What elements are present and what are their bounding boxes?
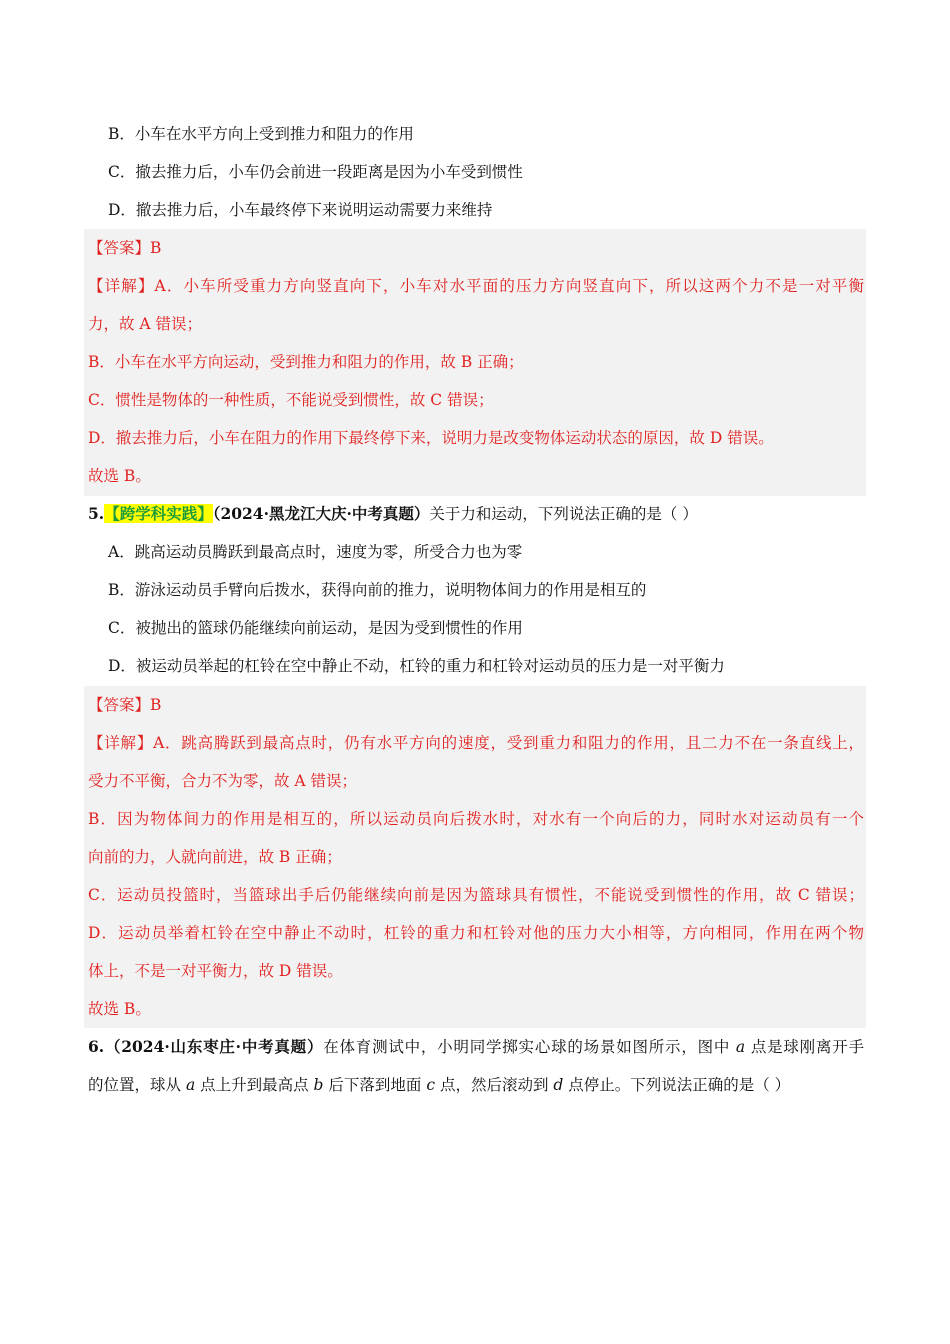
q5-stem-text: 关于力和运动，下列说法正确的是（ ） bbox=[429, 505, 698, 523]
q5-option-a: A．跳高运动员腾跃到最高点时，速度为零，所受合力也为零 bbox=[108, 543, 523, 561]
q4-detail-line-5: D．撤去推力后，小车在阻力的作用下最终停下来，说明力是改变物体运动状态的原因，故 D 错误。 bbox=[88, 429, 774, 447]
q5-detail-text-1: A．跳高腾跃到最高点时，仍有水平方向的速度，受到重力和阻力的作用，且二力不在一条直线上， bbox=[153, 734, 864, 752]
q6-var-a: a bbox=[735, 1038, 746, 1056]
q4-option-d: D．撤去推力后，小车最终停下来说明运动需要力来维持 bbox=[108, 201, 493, 219]
q5-detail-line-7: 体上，不是一对平衡力，故 D 错误。 bbox=[88, 962, 343, 980]
q5-answer: 【答案】B bbox=[88, 696, 162, 714]
q4-detail-line-3: B．小车在水平方向运动，受到推力和阻力的作用，故 B 正确； bbox=[88, 353, 524, 371]
q6-source: （2024·山东枣庄·中考真题） bbox=[104, 1037, 324, 1056]
q4-detail-label: 【详解】 bbox=[88, 277, 155, 295]
q6-var-d: d bbox=[553, 1076, 564, 1094]
q4-option-c: C．撤去推力后，小车仍会前进一段距离是因为小车受到惯性 bbox=[108, 163, 523, 181]
q6-stem-text-2a: 的位置，球从 bbox=[88, 1076, 186, 1094]
q5-detail-label: 【详解】 bbox=[88, 734, 154, 752]
q5-detail-line-2: 受力不平衡，合力不为零，故 A 错误； bbox=[88, 772, 358, 790]
q5-stem bbox=[88, 503, 698, 525]
q4-detail-line-6: 故选 B。 bbox=[88, 467, 151, 485]
q6-stem-line-1 bbox=[88, 1036, 864, 1058]
q4-detail-text-1: A．小车所受重力方向竖直向下，小车对水平面的压力方向竖直向下，所以这两个力不是一对平衡 bbox=[154, 277, 864, 295]
q5-source: （2024·黑龙江大庆·中考真题） bbox=[212, 504, 430, 523]
q6-stem-text-2c: 后下落到地面 bbox=[323, 1076, 427, 1094]
q5-option-c: C．被抛出的篮球仍能继续向前运动，是因为受到惯性的作用 bbox=[108, 619, 523, 637]
q4-detail-line-2: 力，故 A 错误； bbox=[88, 315, 203, 333]
q6-stem-text-2d: 点，然后滚动到 bbox=[435, 1076, 554, 1094]
q4-detail-line-1 bbox=[88, 275, 864, 297]
q4-option-b: B．小车在水平方向上受到推力和阻力的作用 bbox=[108, 125, 414, 143]
q6-var-b: b bbox=[313, 1076, 324, 1094]
q5-option-b: B．游泳运动员手臂向后拨水，获得向前的推力，说明物体间力的作用是相互的 bbox=[108, 581, 647, 599]
q5-option-d: D．被运动员举起的杠铃在空中静止不动，杠铃的重力和杠铃对运动员的压力是一对平衡力 bbox=[108, 657, 725, 675]
q5-tag-badge: 【跨学科实践】 bbox=[104, 504, 213, 523]
q6-stem-text-1b: 点是球刚离开手 bbox=[745, 1038, 864, 1056]
q5-detail-line-6: D．运动员举着杠铃在空中静止不动时，杠铃的重力和杠铃对他的压力大小相等，方向相同，作用在两个物 bbox=[88, 924, 864, 942]
q4-detail-line-4: C．惯性是物体的一种性质，不能说受到惯性，故 C 错误； bbox=[88, 391, 494, 409]
q5-detail-line-1 bbox=[88, 732, 864, 754]
q4-answer: 【答案】B bbox=[88, 239, 162, 257]
q5-number: 5. bbox=[88, 504, 105, 523]
q5-detail-line-3: B．因为物体间力的作用是相互的，所以运动员向后拨水时，对水有一个向后的力，同时水对运动员有一个 bbox=[88, 810, 864, 828]
q6-stem-text-2e: 点停止。下列说法正确的是（ ） bbox=[563, 1076, 791, 1094]
q6-var-c: c bbox=[426, 1076, 436, 1094]
q6-stem-line-2 bbox=[88, 1074, 790, 1096]
q5-detail-line-8: 故选 B。 bbox=[88, 1000, 151, 1018]
q6-number: 6. bbox=[88, 1037, 105, 1056]
q6-stem-text-2b: 点上升到最高点 bbox=[195, 1076, 314, 1094]
q6-stem-text-1a: 在体育测试中，小明同学掷实心球的场景如图所示，图中 bbox=[323, 1038, 736, 1056]
q5-detail-line-4: 向前的力，人就向前进，故 B 正确； bbox=[88, 848, 342, 866]
q6-var-a-2: a bbox=[185, 1076, 196, 1094]
q5-detail-line-5: C．运动员投篮时，当篮球出手后仍能继续向前是因为篮球具有惯性，不能说受到惯性的作用，故 C 错误； bbox=[88, 886, 864, 904]
